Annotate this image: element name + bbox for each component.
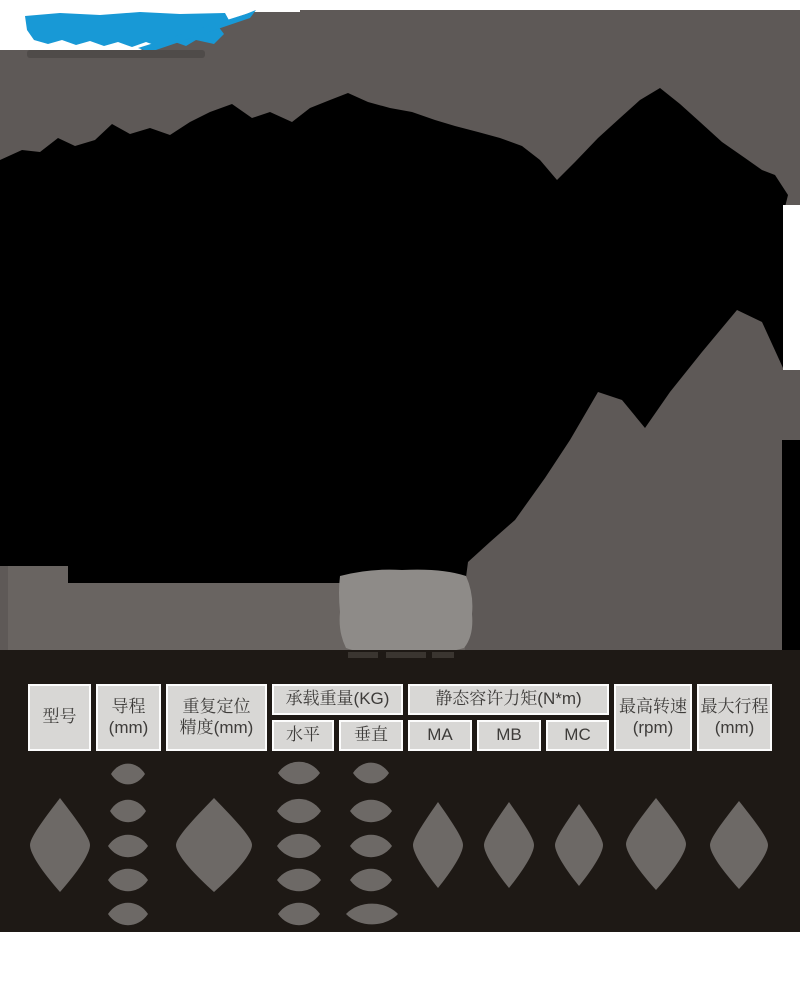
redacted-value-blob: [108, 835, 148, 857]
redacted-value-blob: [108, 869, 148, 891]
redacted-value-blob: [350, 800, 392, 822]
redacted-value-blob: [626, 798, 686, 890]
header-vertical: 垂直: [339, 720, 403, 751]
header-mb: MB: [477, 720, 541, 751]
redacted-values-layer: [0, 650, 800, 932]
header-load-group: 承载重量(KG): [272, 684, 403, 715]
header-ma: MA: [408, 720, 472, 751]
product-silhouette: [0, 10, 800, 650]
header-max-stroke: 最大行程 (mm): [697, 684, 772, 751]
brand-tagline-redacted: [27, 50, 205, 58]
redacted-value-blob: [278, 762, 320, 784]
header-lead: 导程 (mm): [96, 684, 161, 751]
redacted-value-blob: [30, 798, 90, 892]
photo-white-gap: [783, 205, 800, 370]
header-max-speed: 最高转速 (rpm): [614, 684, 692, 751]
redacted-panel: [339, 570, 472, 650]
redacted-value-blob: [346, 904, 398, 925]
caption-remnant: [432, 652, 454, 658]
header-horizontal: 水平: [272, 720, 334, 751]
header-torque-group: 静态容许力矩(N*m): [408, 684, 609, 715]
caption-remnant: [386, 652, 426, 658]
redacted-value-blob: [710, 801, 768, 889]
silhouette-shape: [0, 88, 788, 585]
redacted-value-blob: [277, 799, 321, 823]
redacted-value-blob: [277, 834, 321, 858]
redacted-value-blob: [278, 903, 320, 925]
spec-section: [0, 650, 800, 932]
redacted-value-blob: [353, 763, 389, 784]
redacted-value-blob: [350, 869, 392, 891]
redacted-value-blob: [111, 764, 145, 785]
redacted-value-blob: [350, 835, 392, 857]
redacted-value-blob: [108, 903, 148, 925]
silhouette-strip: [782, 440, 800, 650]
redacted-value-blob: [277, 869, 321, 891]
header-model: 型号: [28, 684, 91, 751]
redacted-value-blob: [413, 802, 463, 888]
header-repeat-accuracy: 重复定位 精度(mm): [166, 684, 267, 751]
redacted-value-blob: [484, 802, 534, 888]
product-photo: [0, 10, 800, 650]
brand-header: [0, 10, 300, 60]
redacted-value-blob: [110, 800, 146, 822]
redacted-value-blob: [176, 798, 252, 892]
caption-remnant: [348, 652, 378, 658]
redacted-value-blob: [555, 804, 603, 886]
header-mc: MC: [546, 720, 609, 751]
